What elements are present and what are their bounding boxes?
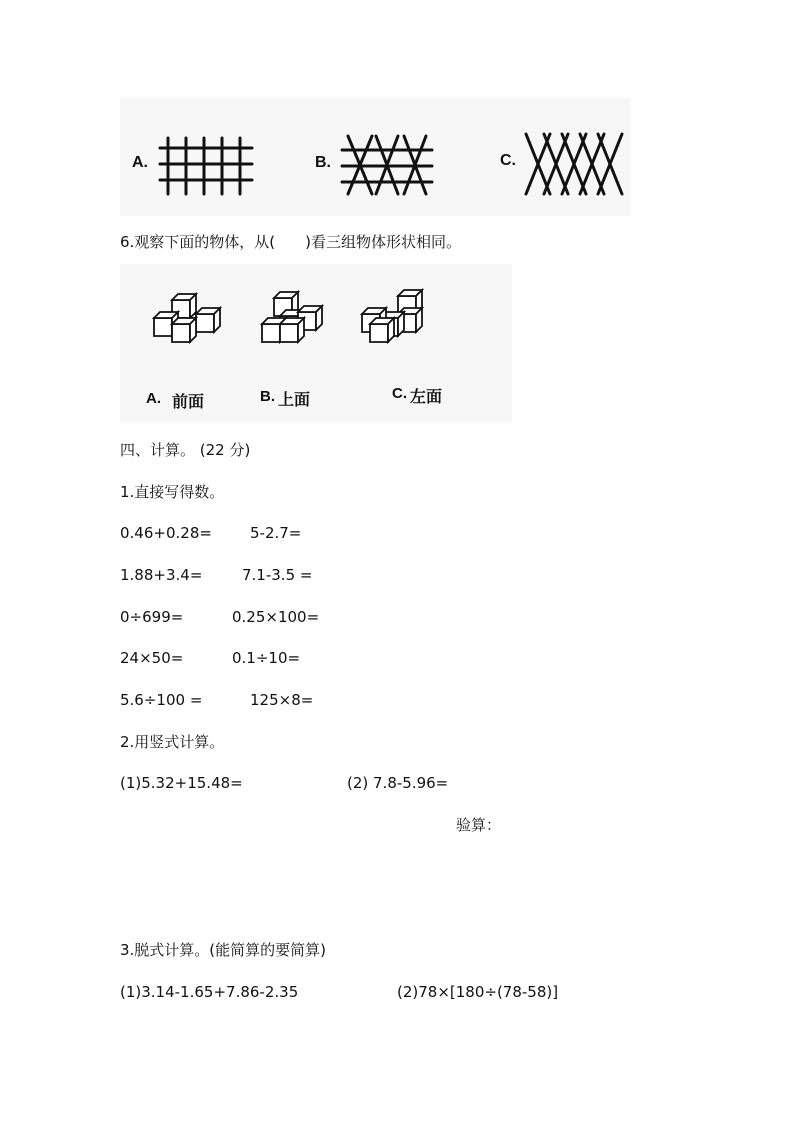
option-a-label: A. [132, 154, 148, 171]
cube-option-b-text: 上面 [278, 392, 311, 409]
cube-figure-panel [120, 264, 512, 422]
calc-row-4-right: 0.1÷10= [232, 649, 301, 667]
q2-item-1: (1)5.32+15.48= [120, 774, 243, 792]
calc-row-3-left: 0÷699= [120, 608, 184, 626]
calc-row-1-right: 5-2.7= [250, 524, 302, 542]
cube-group-a [154, 294, 220, 342]
grid-pattern-a [160, 138, 252, 194]
q3-item-2: (2)78×[180÷(78-58)] [397, 983, 559, 1001]
cube-option-b-letter: B. [260, 388, 275, 405]
calc-row-5-left: 5.6÷100 = [120, 691, 203, 709]
calc-row-4-left: 24×50= [120, 649, 184, 667]
option-c-label: C. [500, 152, 516, 169]
calc-row-3-right: 0.25×100= [232, 608, 320, 626]
q1-title: 1.直接写得数。 [120, 483, 225, 501]
calc-row-1-left: 0.46+0.28= [120, 524, 212, 542]
cube-option-a-letter: A. [146, 390, 161, 407]
cross-pattern-b [342, 136, 432, 194]
line-pattern-figure [120, 98, 630, 216]
cube-option-c-letter: C. [392, 385, 407, 402]
question-6-text: 6.观察下面的物体，从( )看三组物体形状相同。 [120, 233, 462, 251]
cube-group-b [262, 292, 322, 342]
calc-row-5-right: 125×8= [250, 691, 314, 709]
calc-row-2-left: 1.88+3.4= [120, 566, 203, 584]
cube-group-c [362, 290, 422, 342]
line-pattern-drawings [120, 98, 630, 216]
section-4-title: 四、计算。 (22 分) [120, 441, 251, 459]
calc-row-2-right: 7.1-3.5 = [242, 566, 313, 584]
q2-check-label: 验算： [456, 816, 502, 834]
cube-option-c-text: 左面 [410, 389, 443, 406]
option-b-label: B. [315, 154, 331, 171]
q2-title: 2.用竖式计算。 [120, 733, 225, 751]
q3-title: 3.脱式计算。(能简算的要简算) [120, 941, 327, 959]
q3-item-1: (1)3.14-1.65+7.86-2.35 [120, 983, 299, 1001]
q2-item-2: (2) 7.8-5.96= [347, 774, 449, 792]
cube-option-a-text: 前面 [172, 394, 205, 411]
zigzag-pattern-c [526, 134, 622, 194]
